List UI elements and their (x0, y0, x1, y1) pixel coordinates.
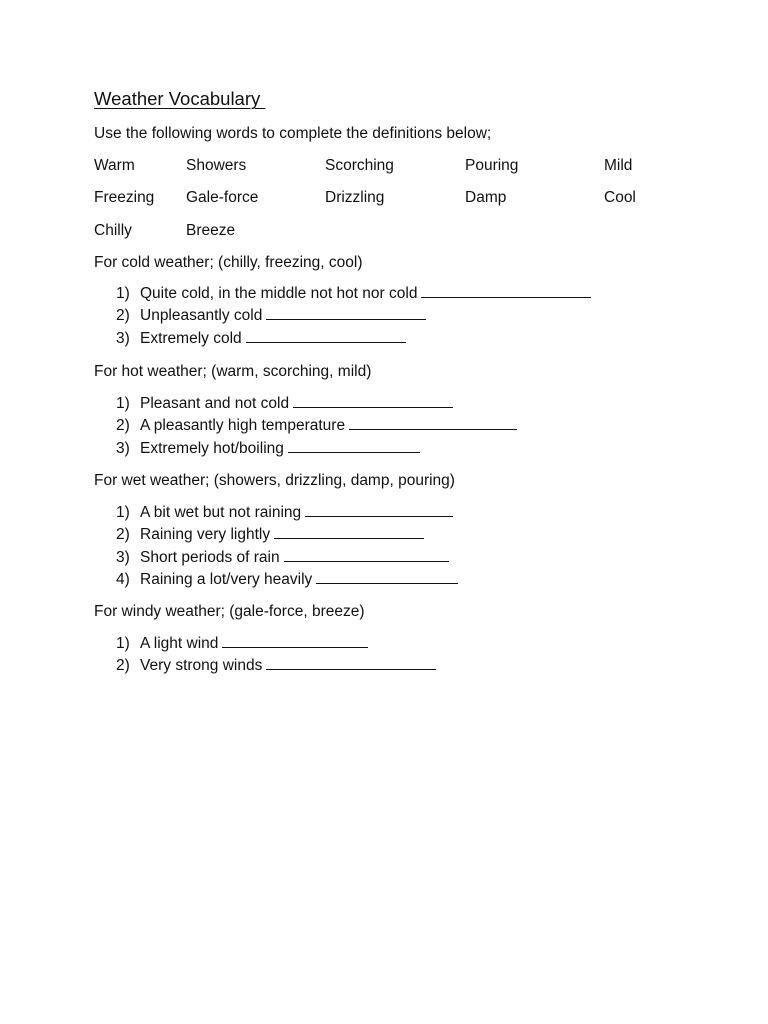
list-item (116, 655, 436, 677)
instruction-text: Use the following words to complete the definitions below; (94, 125, 492, 142)
list-item (116, 328, 591, 350)
item-text: A pleasantly high temperature (140, 417, 346, 435)
list-item (116, 524, 458, 546)
list-item (116, 547, 458, 569)
answer-blank[interactable] (349, 415, 517, 430)
answer-blank[interactable] (421, 283, 591, 298)
item-text: Pleasant and not cold (140, 395, 290, 412)
item-number: 2) (116, 307, 130, 325)
list-item (116, 305, 591, 327)
wet-definitions-list (116, 502, 458, 592)
item-number: 2) (116, 526, 130, 544)
section-heading-hot: For hot weather; (warm, scorching, mild) (94, 363, 372, 380)
item-text: A light wind (140, 635, 219, 652)
cold-definitions-list (116, 283, 591, 350)
item-number: 1) (116, 395, 130, 412)
item-number: 3) (116, 439, 130, 457)
item-number: 2) (116, 417, 130, 435)
answer-blank[interactable] (284, 547, 449, 562)
list-item (116, 283, 591, 305)
item-number: 3) (116, 329, 130, 347)
item-text: Very strong winds (140, 657, 263, 675)
word-bank (94, 157, 694, 257)
list-item (116, 415, 517, 437)
list-item (116, 502, 458, 524)
answer-blank[interactable] (274, 524, 424, 539)
item-number: 1) (116, 504, 130, 521)
answer-blank[interactable] (222, 633, 368, 648)
item-text: Extremely hot/boiling (140, 439, 284, 457)
item-number: 1) (116, 285, 130, 302)
word-bank-item: Showers (186, 157, 247, 174)
word-bank-item: Scorching (325, 157, 394, 174)
answer-blank[interactable] (288, 438, 420, 453)
list-item (116, 569, 458, 591)
word-bank-item: Mild (604, 157, 633, 174)
word-bank-item: Pouring (465, 157, 519, 174)
list-item (116, 438, 517, 460)
item-text: A bit wet but not raining (140, 504, 302, 521)
hot-definitions-list (116, 393, 517, 460)
word-bank-item: Chilly (94, 222, 132, 239)
section-heading-cold: For cold weather; (chilly, freezing, cool) (94, 254, 363, 271)
item-text: Quite cold, in the middle not hot nor cold (140, 285, 418, 302)
page-title: Weather Vocabulary (94, 88, 266, 109)
word-bank-item: Drizzling (325, 189, 385, 206)
item-text: Unpleasantly cold (140, 307, 263, 325)
item-text: Extremely cold (140, 329, 242, 347)
word-bank-item: Warm (94, 157, 135, 174)
word-bank-item: Breeze (186, 222, 236, 239)
answer-blank[interactable] (305, 502, 453, 517)
answer-blank[interactable] (316, 569, 458, 584)
section-heading-windy: For windy weather; (gale-force, breeze) (94, 603, 365, 620)
item-number: 3) (116, 548, 130, 566)
item-number: 2) (116, 657, 130, 675)
answer-blank[interactable] (266, 655, 436, 670)
windy-definitions-list (116, 633, 436, 678)
answer-blank[interactable] (246, 328, 406, 343)
item-text: Raining a lot/very heavily (140, 571, 313, 589)
word-bank-item: Damp (465, 189, 507, 206)
word-bank-item: Gale-force (186, 189, 259, 206)
section-heading-wet: For wet weather; (showers, drizzling, damp, pouring) (94, 472, 455, 489)
item-text: Raining very lightly (140, 526, 271, 544)
list-item (116, 633, 436, 655)
item-number: 1) (116, 635, 130, 652)
word-bank-item: Cool (604, 189, 636, 206)
answer-blank[interactable] (293, 393, 453, 408)
item-text: Short periods of rain (140, 548, 280, 566)
answer-blank[interactable] (266, 305, 426, 320)
list-item (116, 393, 517, 415)
word-bank-item: Freezing (94, 189, 155, 206)
item-number: 4) (116, 571, 130, 589)
